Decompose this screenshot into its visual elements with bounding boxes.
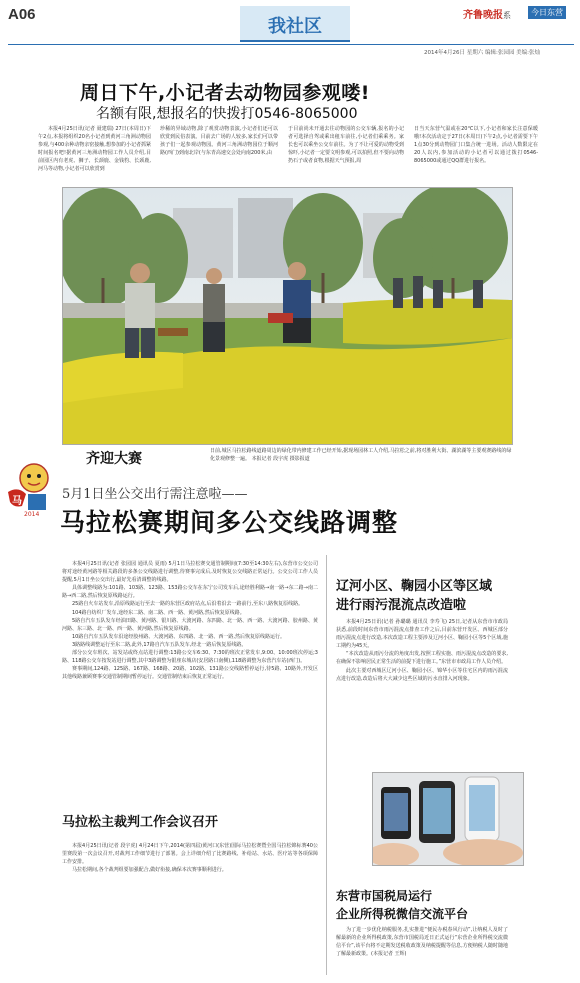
story5-headline-line2: 企业所得税微信交流平台 [336,907,469,921]
story2-headline: 马拉松赛期间多公交线路调整 [60,508,399,537]
story5-body [336,926,508,958]
story2-body [62,560,318,681]
story1-headline: 周日下午,小记者去动物园参观喽! [80,82,370,104]
marathon-mascot-icon [4,458,58,518]
marathon-mascot-logo [4,458,58,518]
story4-paragraph: 本报4月25日讯(记者 孙璐璐 通讯员 李寿飞) 25日,记者从东营市市政局获悉,前段时间东营市雨污混流点排查工作之后,目前东营开发区、西城区部分雨污混流点进行改造,本次改造工程主要涉及辽河小区、鞠园小区等5个区域,施工期约为45天。 [336,619,508,650]
story1-column-1 [38,125,151,174]
story2-paragraph: 具体调整线路为:101路、103路、123路、153路公交车在东宁公司发车后,途经胜利路→南一路→东二路→南二路→西二路,然后恢复原线路运行。 [62,585,318,600]
section-title: 我社区 [268,16,322,37]
story1-subhead: 名额有限,想报名的快拨打0546-8065000 [96,106,358,122]
story2-paragraph: 部分公交车班次、站发站或终点站进行调整:13路公交车6:30、7:30的班次正常发车,9:00、10:00班次停运;3路、118路公交车按发站进行调整,其中3路调整为银座东城店(安居路口南侧),118路调整为东营汽车站(西门)。 [62,650,318,665]
story3-headline: 马拉松主裁判工作会议召开 [62,815,219,830]
story4-paragraph: 此次主要对西城区辽河小区、鞠园小区、锦华小区等住宅区内的雨污混流点进行改造,改造后将大大减少这些区域的污水直排入河现象。 [336,667,508,682]
brand-suffix: 系 [503,11,511,20]
photo-caption: 日前,城区马拉松路线道路周边的绿化带内修建工作已经开始,据现场园林工人介绍,马拉松之前,将对胜利大街、湖滨湖等主要观赛路线的绿化景观修整一遍。 本报记者 段宇虎 摄影报道 [210,448,512,462]
story2-paragraph: 3路路线调整运行至东二路,此外,17路自汽车五队发车,经北一路后恢复原线路。 [72,641,247,648]
story3-paragraph: 马拉松期间,各个裁判组要加强配合,做好衔接,确保本次赛事顺利进行。 [72,867,227,874]
story1-column-3 [288,125,404,165]
story5-headline-line1: 东营市国税局运行 [336,889,433,903]
story1-paragraph: 珍稀的异域动物,除了观赏动物表演,小记者们还可以欣赏到民俗表演。目前去广场的人较多,家长们可以带孩子们一起参观动物园。黄河三角洲动物园位于顺河路(西门)到南北岸(与东青高速交会处向南200米,由 [160,126,278,157]
story3-body [62,842,318,874]
story3-paragraph: 本报4月25日讯(记者 段宇虎) 4月24日下午,2014(第四届)黄河口(东营)国际马拉松赛暨全国马拉松锦标赛40公里赛段第一次会议召开,对裁判工作细节进行了部署。会上详细介绍了比赛路线、补给站、水站、医疗站等各项保障工作安排。 [62,843,318,866]
brand-tag: 今日东营 [528,6,566,19]
story2-paragraph: 104路自纺织厂发车,途经东二路、南二路、西一路、黄河路,然后恢复原线路。 [72,609,245,616]
gardeners-photo-illustration [63,188,512,444]
story4-headline-line1: 辽河小区、鞠园小区等区域 [336,579,493,594]
story1-paragraph: 日当天东营气温或在20℃以下,小记者和家长注意保暖哦!本次活动定于27日(本周日)下午2点,小记者需要下午1点30分到动物园门口集合统一进场。活动人数限定在20人以内,参加活动的小记者可以通过拨打0546-8065000或通过QQ群进行报名。 [414,126,538,165]
svg-text:马: 马 [12,496,22,507]
story4-body [336,618,508,683]
story2-paragraph: 10路自汽车五队发车沿途经胶州路、大渡河路、东四路、北一路、西一路,然后恢复原线路运行。 [72,633,285,640]
gardeners-photo [62,187,513,445]
story2-paragraph: 5路自汽车五队发车经油田路、黄河路、银川路、大渡河路、东四路、北一路、西一路、大渡河路、胶州路、黄河路、东三路、北一路、西一路、黄河路,然后恢复原线路。 [62,617,318,632]
svg-text:2014: 2014 [24,511,40,518]
story1-paragraph: 于目前尚未开通去往动物园的公交车辆,报名的小记者可选择自驾或乘出租车前往,小记者们乘乘务。家长也可以乘坐公交车前往。为了不让可爱的动物受到惊吓,小记者一定要文明参观,可以拍照,但不要向动物扔石子或者食物,根据天气预报,周 [288,126,404,165]
story1-column-2 [160,125,278,157]
brand-logo [463,6,511,21]
brand-name: 齐鲁晚报 [463,10,503,21]
story2-paragraph: 本报4月25日讯(记者 张园园 通讯员 夏雨) 5月1日马拉松赛交通管制期间(7:30至14:30左右),东营市公交公司将对途经黄河路等相关路段的多条公交线路进行调整,待赛事完成后,及时恢复公交线路正常运行。公交公司工作人员提醒,5月1日坐公交出行,最好先看清调整的线路。 [62,561,318,584]
page-number: A06 [8,6,36,23]
story2-paragraph: 赛事期间,124路、125路、167路、168路、20路、102路、131路公交线路暂停运行,待5路、10路外,开发区其他线路兼顾赛事交通管制期间暂停运行。交通管制结束后恢复正常运行。 [62,666,318,681]
phones-photo-illustration [373,773,523,865]
photo-title: 齐迎大赛 [86,451,142,467]
header-rule [8,44,574,45]
phones-photo [372,772,524,866]
date-line: 2014年4月26日 星期六 编辑:张园园 美编:张灿 [424,50,540,56]
story2-paragraph: 25路自火车站发车,沿原线路运行至去一路的东营区政府站点,后沿着沿去一路前行,至东八路恢复原线路。 [72,601,304,608]
story4-headline-line2: 进行雨污混流点改造啦 [336,598,467,613]
column-divider [326,555,327,975]
story5-paragraph: 为了进一步优化纳税服务,扎实推进“便民办税春风行动”,让纳税人及时了解最新的企业所得税政策,东营市国税局近日正式运行“东营企业所得税交流微信平台”,该平台将不定期发送税收政策及纳税提醒等信息,方便纳税人随时随地了解最新政策。(本报记者 王辉) [336,927,508,958]
story4-paragraph: “本次改造从雨污分流的角度出发,按照工程实施、雨污混流点改造的要求,在确保不影响居民正常生活的前提下进行施工。”东营市市政局工作人员介绍。 [336,651,508,666]
story1-column-4 [414,125,538,165]
story2-kicker: 5月1日坐公交出行需注意啦—— [62,487,248,502]
story1-paragraph: 本报4月25日讯(记者 聂建瑞) 27日(本周日)下午2点,本报将组织20名小记者到黄河三角洲动物园参观,与400余种动物亲密接触,想参加的小记者抓紧时间报名吧!据黄河三角洲动物园工作人员介绍,目前园区内有老虎、狮子、长颈鹿、金钱豹、长颈鹿,河马等动物,小记者可以欣赏到 [38,126,151,173]
